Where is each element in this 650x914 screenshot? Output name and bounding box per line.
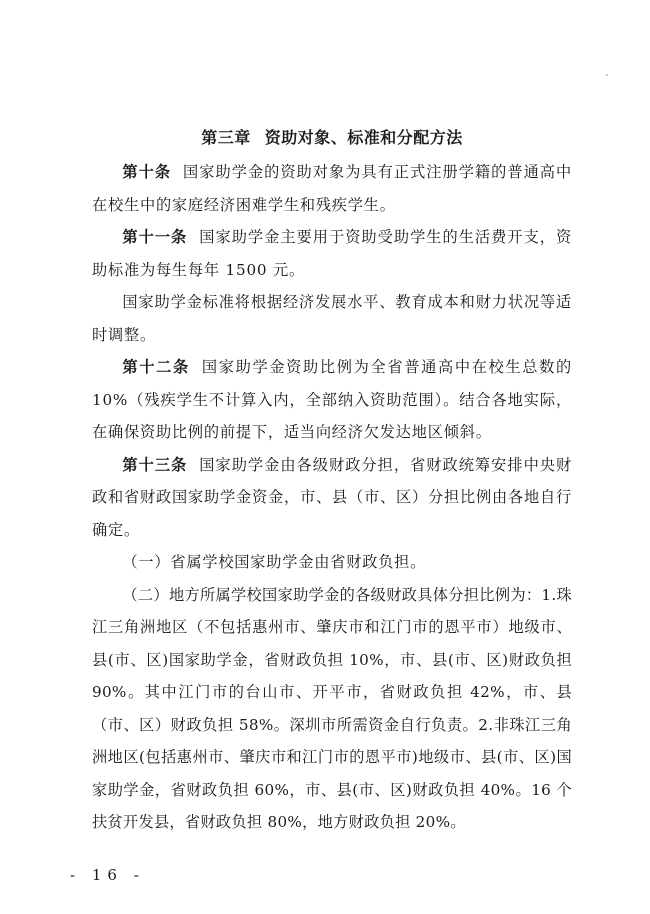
clause-2 bbox=[92, 579, 572, 839]
article-10 bbox=[92, 156, 572, 221]
paragraph-standard-adjustment bbox=[92, 286, 572, 351]
article-heading: 第十一条 bbox=[122, 228, 188, 246]
page-number: - 16 - bbox=[70, 866, 145, 884]
article-12 bbox=[92, 351, 572, 449]
article-text: 国家助学金主要用于资助受助学生的生活费开支，资助标准为每生每年 1500 元。 bbox=[92, 228, 573, 279]
document-body bbox=[92, 122, 572, 839]
article-heading: 第十条 bbox=[122, 163, 172, 181]
article-13 bbox=[92, 449, 572, 547]
article-heading: 第十二条 bbox=[122, 358, 190, 376]
chapter-number: 第三章 bbox=[201, 128, 251, 147]
scan-speck bbox=[606, 74, 608, 76]
chapter-title bbox=[92, 122, 572, 154]
paragraph-text: 国家助学金标准将根据经济发展水平、教育成本和财力状况等适时调整。 bbox=[92, 293, 572, 344]
article-text: 国家助学金资助比例为全省普通高中在校生总数的 10%（残疾学生不计算入内，全部纳入资助范围）。结合各地实际，在确保资助比例的前提下，适当向经济欠发达地区倾斜。 bbox=[92, 358, 572, 441]
clause-1 bbox=[92, 546, 572, 579]
article-text: 国家助学金由各级财政分担，省财政统筹安排中央财政和省财政国家助学金资金，市、县（市、区）分担比例由各地自行确定。 bbox=[92, 455, 573, 539]
clause-text: （一）省属学校国家助学金由省财政负担。 bbox=[122, 553, 427, 571]
chapter-subtitle: 资助对象、标准和分配方法 bbox=[264, 128, 463, 147]
article-11 bbox=[92, 221, 572, 286]
clause-text: （二）地方所属学校国家助学金的各级财政具体分担比例为：1.珠江三角洲地区（不包括惠州市、肇庆市和江门市的恩平市）地级市、县(市、区)国家助学金，省财政负担 10%，市、县(市、区)财政负担 90%。其中江门市的台山市、开平市，省财政负担 42%，市、县（市、区）财政负担 58%。深圳市所需资金自行负责。2.非珠江三角洲地区(包括惠州市、肇庆市和江门市的恩平市)地级市、县(市、区)国家助学金，省财政负担 60%，市、县(市、区)财政负担 40%。16 个扶贫开发县，省财政负担 80%，地方财政负担 20%。 bbox=[92, 585, 572, 831]
article-heading: 第十三条 bbox=[122, 455, 188, 474]
article-text: 国家助学金的资助对象为具有正式注册学籍的普通高中在校生中的家庭经济困难学生和残疾学生。 bbox=[92, 163, 572, 214]
